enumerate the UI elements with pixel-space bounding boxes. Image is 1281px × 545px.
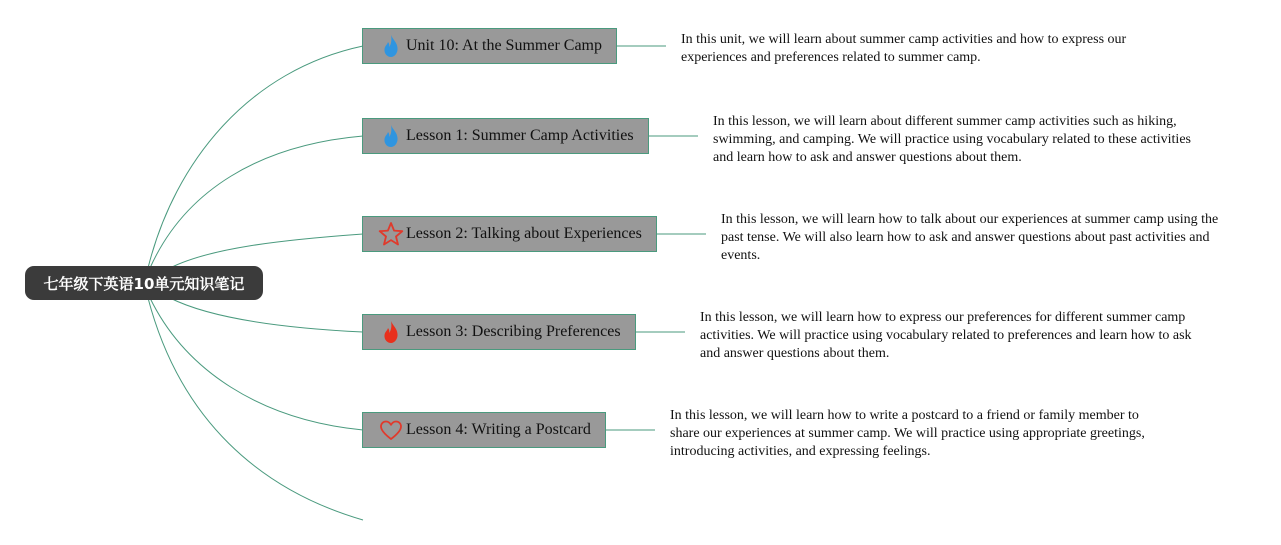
branch-line-unit10 bbox=[148, 46, 363, 268]
root-title: 七年级下英语10单元知识笔记 bbox=[43, 274, 245, 293]
topic-note-lesson-1: In this lesson, we will learn about different summer camp activities such as hiking, swimming, and camping. We will practice using vocabulary related to these activities and learn how to ask and answer questions about them. bbox=[713, 114, 1191, 165]
topic-label: Lesson 2: Talking about Experiences bbox=[406, 225, 642, 242]
topic-unit-10[interactable] bbox=[362, 28, 617, 64]
branch-line-lesson2 bbox=[170, 234, 363, 268]
topic-label: Lesson 4: Writing a Postcard bbox=[406, 421, 591, 438]
topic-lesson-1[interactable] bbox=[362, 118, 649, 154]
root-topic[interactable] bbox=[25, 266, 263, 300]
heart-outline-icon bbox=[377, 416, 405, 444]
blue-flame-icon bbox=[377, 32, 405, 60]
blue-flame-icon bbox=[377, 122, 405, 150]
red-flame-icon bbox=[377, 318, 405, 346]
topic-lesson-4[interactable] bbox=[362, 412, 606, 448]
branch-line-lesson3 bbox=[170, 298, 363, 332]
topic-note-unit-10: In this unit, we will learn about summer camp activities and how to express our experiences and preferences related to summer camp. bbox=[681, 32, 1127, 65]
topic-note-lesson-2: In this lesson, we will learn how to talk about our experiences at summer camp using the past tense. We will also learn how to ask and answer questions about past activities and events. bbox=[721, 212, 1219, 263]
topic-lesson-3[interactable] bbox=[362, 314, 636, 350]
topic-label: Unit 10: At the Summer Camp bbox=[406, 37, 602, 54]
topic-lesson-2[interactable] bbox=[362, 216, 657, 252]
topic-label: Lesson 3: Describing Preferences bbox=[406, 323, 621, 340]
branch-line-extra bbox=[148, 298, 363, 520]
topic-label: Lesson 1: Summer Camp Activities bbox=[406, 127, 634, 144]
topic-note-lesson-4: In this lesson, we will learn how to write a postcard to a friend or family member to share our experiences at summer camp. We will practice using appropriate greetings, introducing activities, and expressing feelings. bbox=[670, 408, 1145, 459]
branch-line-lesson4 bbox=[150, 298, 363, 430]
branch-line-lesson1 bbox=[150, 136, 363, 268]
topic-note-lesson-3: In this lesson, we will learn how to express our preferences for different summer camp activities. We will practice using vocabulary related to preferences and learn how to ask and answer questions about them. bbox=[700, 310, 1192, 361]
star-outline-icon bbox=[377, 220, 405, 248]
